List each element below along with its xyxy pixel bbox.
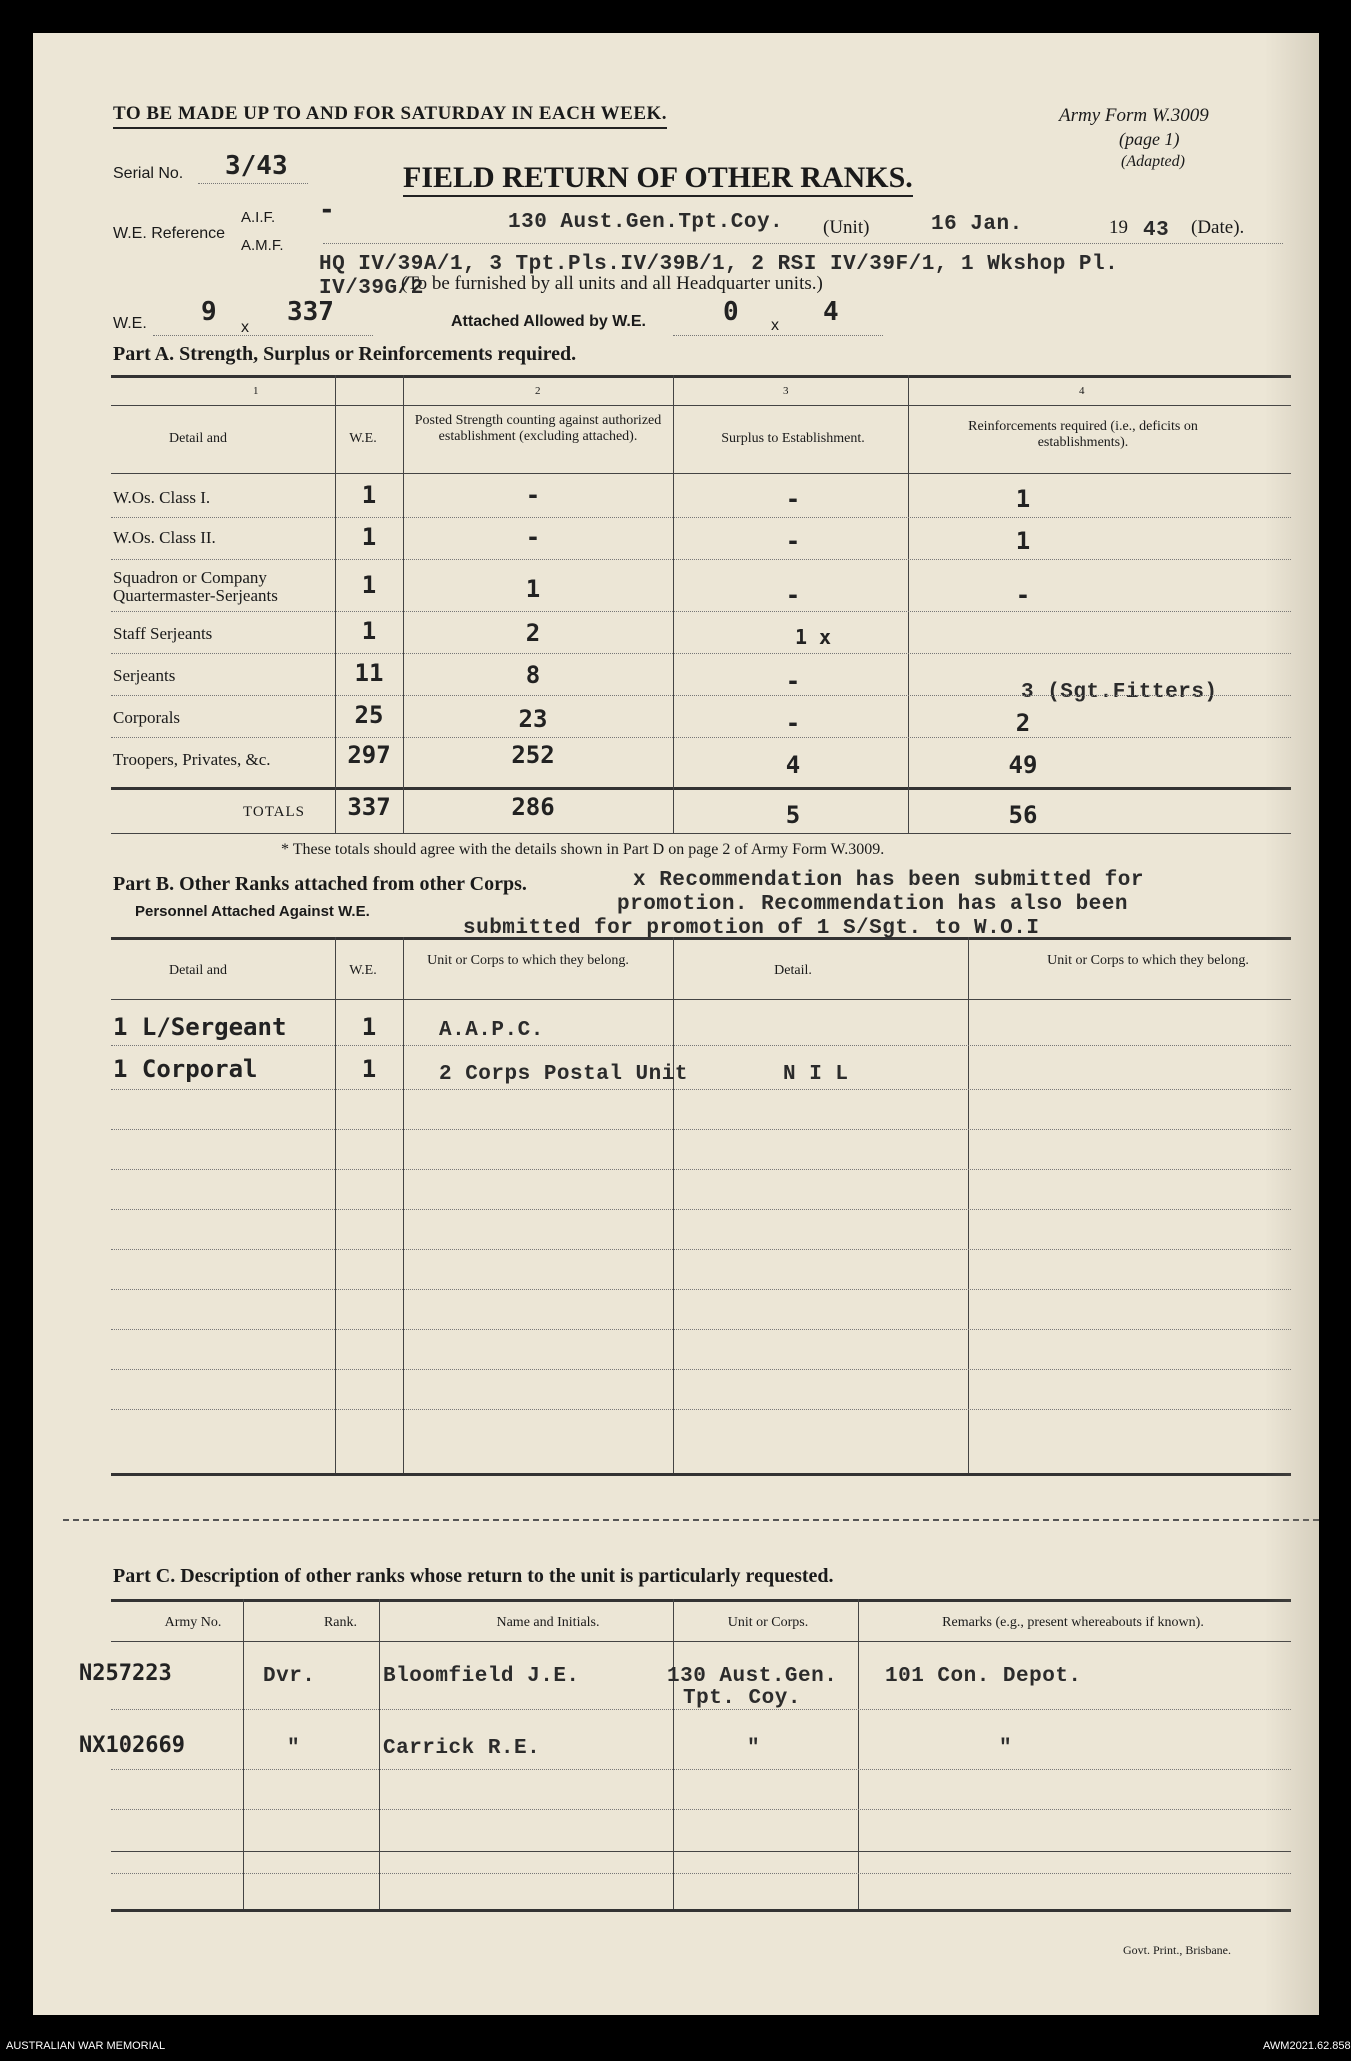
- part-a-row-reinf: 1: [1015, 527, 1031, 555]
- part-a-row-surplus: -: [785, 581, 801, 609]
- amf-value-line2: IV/39G/2: [319, 277, 424, 300]
- furnish-note: (To be furnished by all units and all Headquarter units.): [401, 273, 823, 294]
- we-reference-label: W.E. Reference: [113, 225, 226, 242]
- unit-label: (Unit): [823, 217, 870, 238]
- part-b-typed-note-line3: submitted for promotion of 1 S/Sgt. to W.O.I: [463, 917, 1040, 940]
- part-a-row-we: 297: [347, 741, 391, 769]
- attached-x: x: [771, 317, 779, 334]
- col-number-2: 2: [535, 385, 541, 397]
- part-c-header-rank: Rank.: [323, 1615, 358, 1630]
- col-number-4: 4: [1079, 385, 1085, 397]
- attached-b: 4: [823, 297, 839, 327]
- part-a-totals-surplus: 5: [785, 801, 801, 829]
- part-b-row-we: 1: [361, 1055, 377, 1083]
- part-a-row-label: W.Os. Class II.: [113, 528, 216, 547]
- part-a-row-we: 1: [361, 617, 377, 645]
- part-c-row-unit: ": [747, 1737, 761, 1760]
- part-c-title: Part C. Description of other ranks whose return to the unit is particularly requested.: [113, 1565, 834, 1587]
- form-page: [33, 33, 1319, 2015]
- col-number-1: 1: [253, 385, 259, 397]
- year-prefix: 19: [1109, 217, 1128, 238]
- part-a-row-we: 1: [361, 571, 377, 599]
- part-a-row-we: 1: [361, 481, 377, 509]
- part-b-row-unit: 2 Corps Postal Unit: [439, 1063, 688, 1086]
- part-b-header-detail: Detail and: [169, 963, 227, 978]
- col-number-3: 3: [783, 385, 789, 397]
- part-b-nil: N I L: [783, 1063, 849, 1086]
- archive-caption-right: AWM2021.62.858: [1263, 2040, 1351, 2052]
- part-a-row-surplus: -: [785, 709, 801, 737]
- part-a-totals-posted: 286: [511, 793, 555, 821]
- part-c-row-rank: Dvr.: [263, 1665, 316, 1688]
- part-a-row-label: Squadron or Company Quartermaster-Serjeants: [113, 568, 278, 605]
- archive-caption-left: AUSTRALIAN WAR MEMORIAL: [6, 2040, 166, 2052]
- amf-value-line1: HQ IV/39A/1, 3 Tpt.Pls.IV/39B/1, 2 RSI IV/39F/1, 1 Wkshop Pl.: [319, 253, 1119, 276]
- part-a-totals-we: 337: [347, 793, 391, 821]
- part-a-row-reinf: -: [1015, 581, 1031, 609]
- attached-a: 0: [723, 297, 739, 327]
- part-a-row-posted: -: [525, 481, 541, 509]
- part-c-row-name: Bloomfield J.E.: [383, 1665, 580, 1688]
- part-b-header-unit: Unit or Corps to which they belong.: [427, 953, 629, 968]
- part-a-row-reinf: 49: [1008, 751, 1038, 779]
- part-b-row-we: 1: [361, 1013, 377, 1041]
- we-label: W.E.: [113, 315, 147, 332]
- part-a-row-posted: 1: [525, 575, 541, 603]
- part-a-row-surplus: 1 x: [794, 625, 832, 649]
- aif-label: A.I.F.: [241, 209, 276, 226]
- part-b-row-unit: A.A.P.C.: [439, 1019, 544, 1042]
- part-c-header-remarks: Remarks (e.g., present whereabouts if known).: [942, 1615, 1204, 1630]
- unit-value: 130 Aust.Gen.Tpt.Coy.: [508, 211, 784, 234]
- part-a-row-label: Troopers, Privates, &c.: [113, 750, 271, 769]
- part-a-row-posted: 8: [525, 661, 541, 689]
- part-a-row-reinf: 3 (Sgt.Fitters): [1021, 681, 1218, 704]
- part-b-header-we: W.E.: [349, 963, 377, 978]
- part-a-row-we: 1: [361, 523, 377, 551]
- part-c-row-remarks: 101 Con. Depot.: [885, 1665, 1082, 1688]
- part-a-row-reinf: 1: [1015, 485, 1031, 513]
- serial-label: Serial No.: [113, 165, 184, 182]
- part-b-row-detail: 1 L/Sergeant: [113, 1013, 287, 1041]
- aif-value: -: [319, 195, 335, 225]
- printer-credit: Govt. Print., Brisbane.: [1123, 1943, 1231, 1957]
- part-a-row-posted: 23: [518, 705, 548, 733]
- part-c-row-army-no: NX102669: [79, 1733, 185, 1758]
- part-a-row-surplus: 4: [785, 751, 801, 779]
- part-a-row-label: Serjeants: [113, 666, 176, 685]
- part-a-row-we: 25: [354, 701, 384, 729]
- part-a-header-posted: Posted Strength counting against authorized establishment (excluding attached).: [414, 413, 662, 445]
- date-value: 16 Jan.: [931, 213, 1023, 236]
- we-value-a: 9: [201, 297, 217, 327]
- part-a-header-surplus: Surplus to Establishment.: [721, 431, 865, 446]
- form-adapted: (Adapted): [1121, 153, 1185, 170]
- part-a-title: Part A. Strength, Surplus or Reinforcements required.: [113, 343, 577, 365]
- part-c-row-unit-line2: Tpt. Coy.: [683, 1687, 801, 1710]
- part-b-typed-note-line2: promotion. Recommendation has also been: [617, 893, 1128, 916]
- part-c-header-unit: Unit or Corps.: [727, 1615, 809, 1630]
- part-b-header-detail2: Detail.: [774, 963, 812, 978]
- part-b-subtitle: Personnel Attached Against W.E.: [135, 903, 370, 920]
- part-a-header-we: W.E.: [349, 431, 377, 446]
- part-a-row-label: Staff Serjeants: [113, 624, 213, 643]
- instruction-heading: TO BE MADE UP TO AND FOR SATURDAY IN EACH WEEK.: [113, 103, 667, 129]
- part-a-row-label: Corporals: [113, 708, 181, 727]
- part-c-row-unit: 130 Aust.Gen.: [667, 1665, 838, 1688]
- form-page-number: (page 1): [1119, 129, 1180, 149]
- date-label: (Date).: [1191, 217, 1245, 238]
- part-c-row-remarks: ": [999, 1737, 1013, 1760]
- page-title: FIELD RETURN OF OTHER RANKS.: [403, 161, 913, 197]
- part-c-header-name: Name and Initials.: [496, 1615, 600, 1630]
- amf-label: A.M.F.: [241, 237, 284, 254]
- part-b-row-detail: 1 Corporal: [113, 1055, 258, 1083]
- part-a-header-detail: Detail and: [169, 431, 227, 446]
- part-b-typed-note-line1: x Recommendation has been submitted for: [633, 869, 1144, 892]
- part-a-row-we: 11: [354, 659, 384, 687]
- part-c-row-rank: ": [287, 1737, 301, 1760]
- part-a-totals-reinf: 56: [1008, 801, 1038, 829]
- we-value-b: 337: [287, 297, 334, 327]
- part-c-header-army-no: Army No.: [164, 1615, 222, 1630]
- year-value: 43: [1143, 219, 1170, 242]
- serial-value: 3/43: [225, 151, 288, 181]
- attached-label: Attached Allowed by W.E.: [451, 313, 646, 330]
- part-a-row-surplus: -: [785, 667, 801, 695]
- part-a-row-posted: -: [525, 523, 541, 551]
- part-a-row-surplus: -: [785, 527, 801, 555]
- part-a-row-posted: 2: [525, 619, 541, 647]
- part-a-row-label: W.Os. Class I.: [113, 488, 211, 507]
- we-x: x: [241, 319, 249, 336]
- part-a-row-reinf: 2: [1015, 709, 1031, 737]
- part-c-row-name: Carrick R.E.: [383, 1737, 541, 1760]
- part-c-row-army-no: N257223: [79, 1661, 172, 1686]
- part-a-footnote: * These totals should agree with the details shown in Part D on page 2 of Army Form W.3009.: [281, 841, 885, 858]
- part-a-row-surplus: -: [785, 485, 801, 513]
- part-a-row-posted: 252: [511, 741, 555, 769]
- part-b-title: Part B. Other Ranks attached from other Corps.: [113, 873, 527, 895]
- part-a-header-reinforcements: Reinforcements required (i.e., deficits on establishments).: [968, 419, 1198, 451]
- part-a-totals-label: TOTALS: [243, 804, 306, 820]
- form-number: Army Form W.3009: [1059, 105, 1209, 126]
- part-b-header-unit2: Unit or Corps to which they belong.: [1047, 953, 1249, 968]
